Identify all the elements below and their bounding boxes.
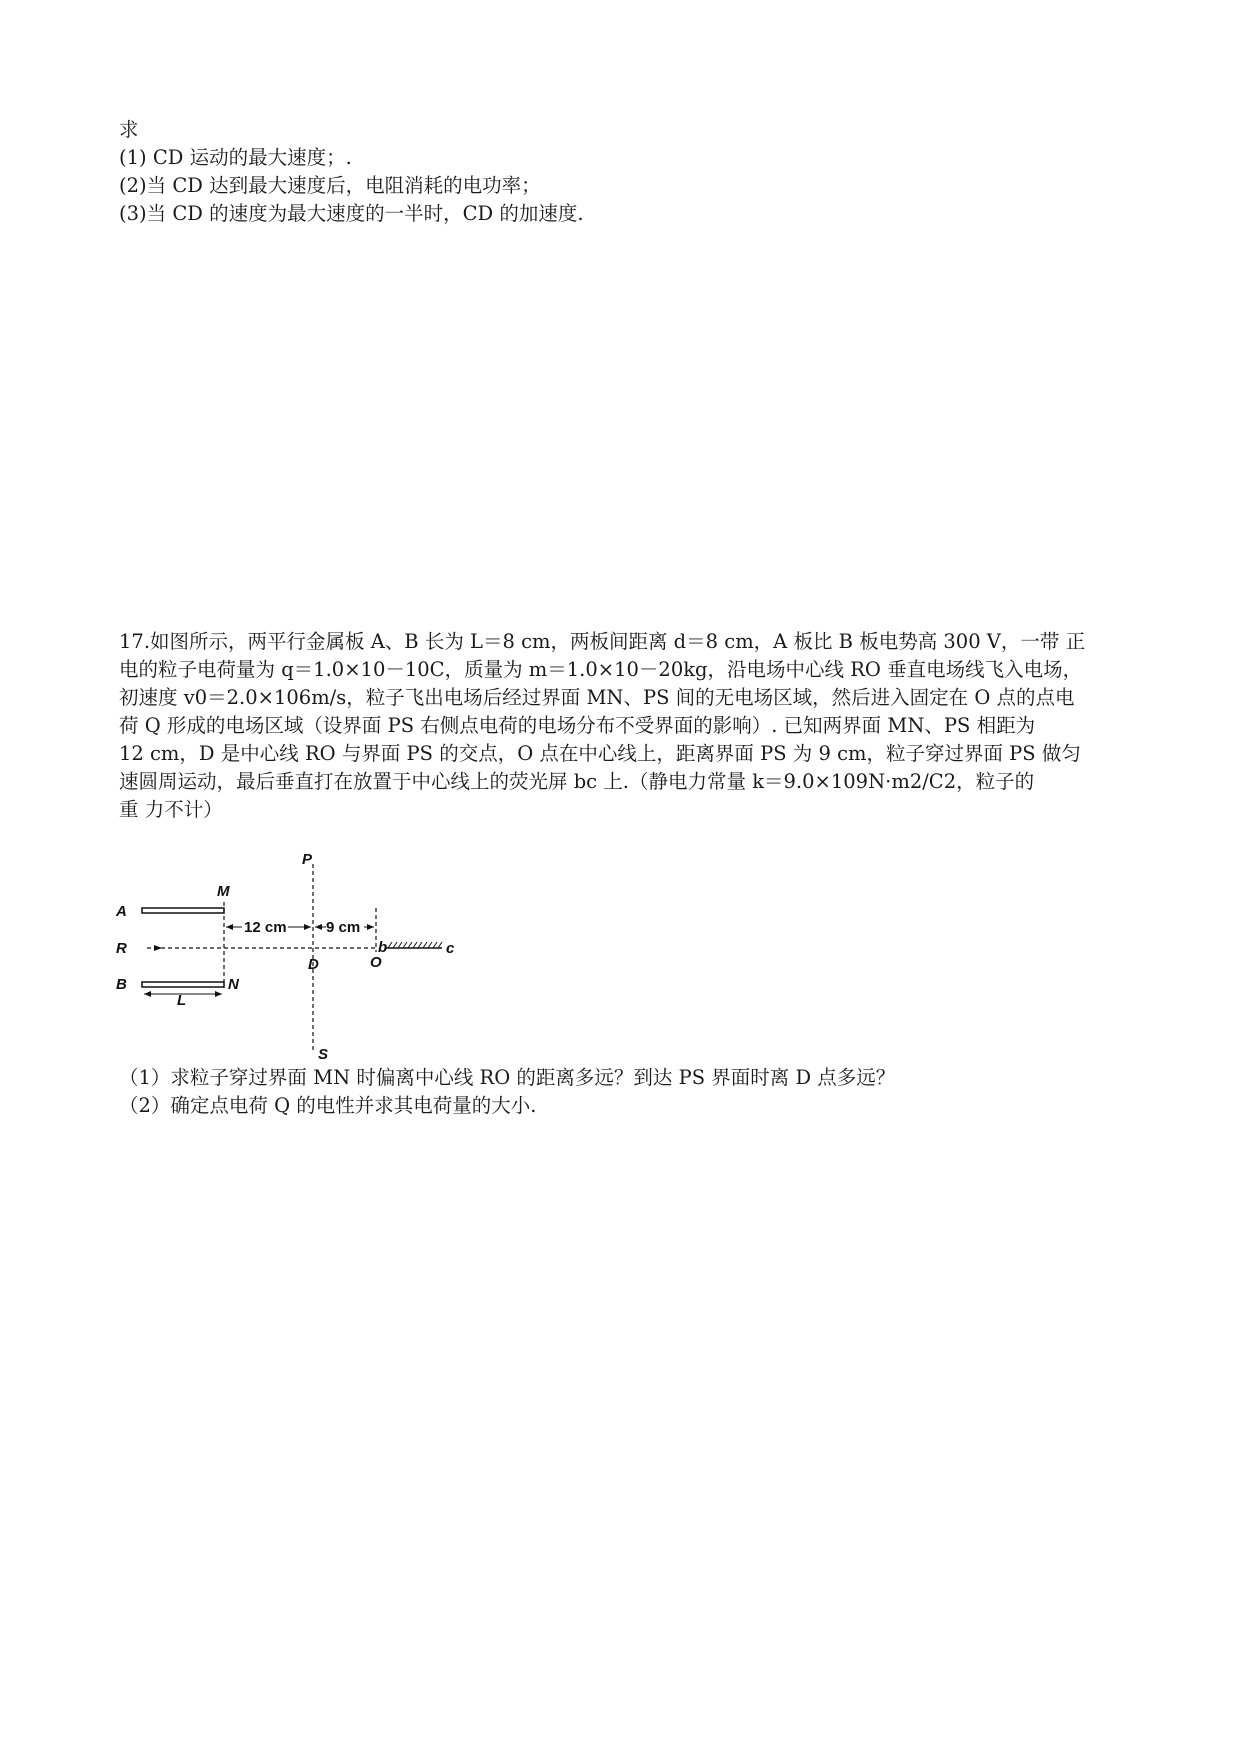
plate-a [142, 908, 224, 913]
problem17-line-3: 初速度 v0＝2.0×106m/s，粒子飞出电场后经过界面 MN、PS 间的无电场区域，然后进入固定在 O 点的点电 [119, 686, 1075, 709]
label-l: L [177, 992, 187, 1009]
arrowhead-9-left [315, 924, 322, 930]
problem17-line-1: 17.如图所示，两平行金属板 A、B 长为 L＝8 cm，两板间距离 d＝8 cm，A 板比 B 板电势高 300 V，一带 正 [119, 630, 1086, 653]
label-c: c [446, 940, 455, 957]
arrowhead-l-left [144, 991, 151, 997]
screen-hatching [388, 942, 442, 948]
arrowhead-12-right [304, 924, 311, 930]
part1-question-2: (2)当 CD 达到最大速度后，电阻消耗的电功率； [119, 174, 541, 197]
problem17-question-2: （2）确定点电荷 Q 的电性并求其电荷量的大小. [119, 1094, 537, 1117]
label-a: A [116, 903, 127, 920]
label-d: D [308, 956, 319, 973]
label-r: R [116, 940, 127, 957]
arrowhead-9-right [367, 924, 374, 930]
arrowhead-r [154, 945, 162, 951]
label-m: M [217, 883, 230, 900]
problem17-figure [112, 852, 522, 1062]
label-s: S [318, 1046, 329, 1062]
arrowhead-l-right [215, 991, 222, 997]
problem17-question-1: （1）求粒子穿过界面 MN 时偏离中心线 RO 的距离多远？到达 PS 界面时离 D 点多远？ [119, 1066, 896, 1089]
label-p: P [302, 852, 313, 868]
label-o: O [370, 954, 382, 971]
problem17-line-4: 荷 Q 形成的电场区域（设界面 PS 右侧点电荷的电场分布不受界面的影响）. 已知两界面 MN、PS 相距为 [119, 714, 1036, 737]
label-b: B [116, 976, 127, 993]
part1-question-1: (1) CD 运动的最大速度；. [119, 146, 352, 169]
problem17-line-5: 12 cm，D 是中心线 RO 与界面 PS 的交点，O 点在中心线上，距离界面 PS 为 9 cm，粒子穿过界面 PS 做匀 [119, 742, 1081, 765]
dimension-12cm: 12 cm [244, 919, 287, 936]
part1-question-3: (3)当 CD 的速度为最大速度的一半时，CD 的加速度. [119, 202, 584, 225]
problem17-line-6: 速圆周运动，最后垂直打在放置于中心线上的荧光屏 bc 上.（静电力常量 k＝9.0×109N·m2/C2，粒子的 [119, 770, 1035, 793]
label-n: N [228, 976, 239, 993]
problem17-line-7: 重 力不计） [119, 798, 223, 821]
part1-intro: 求 [119, 118, 139, 141]
problem17-line-2: 电的粒子电荷量为 q＝1.0×10－10C，质量为 m＝1.0×10－20kg，沿电场中心线 RO 垂直电场线飞入电场， [119, 658, 1083, 681]
dimension-9cm: 9 cm [326, 919, 361, 936]
label-b-screen: b [378, 939, 388, 956]
plate-b [142, 982, 224, 987]
arrowhead-12-left [226, 924, 233, 930]
